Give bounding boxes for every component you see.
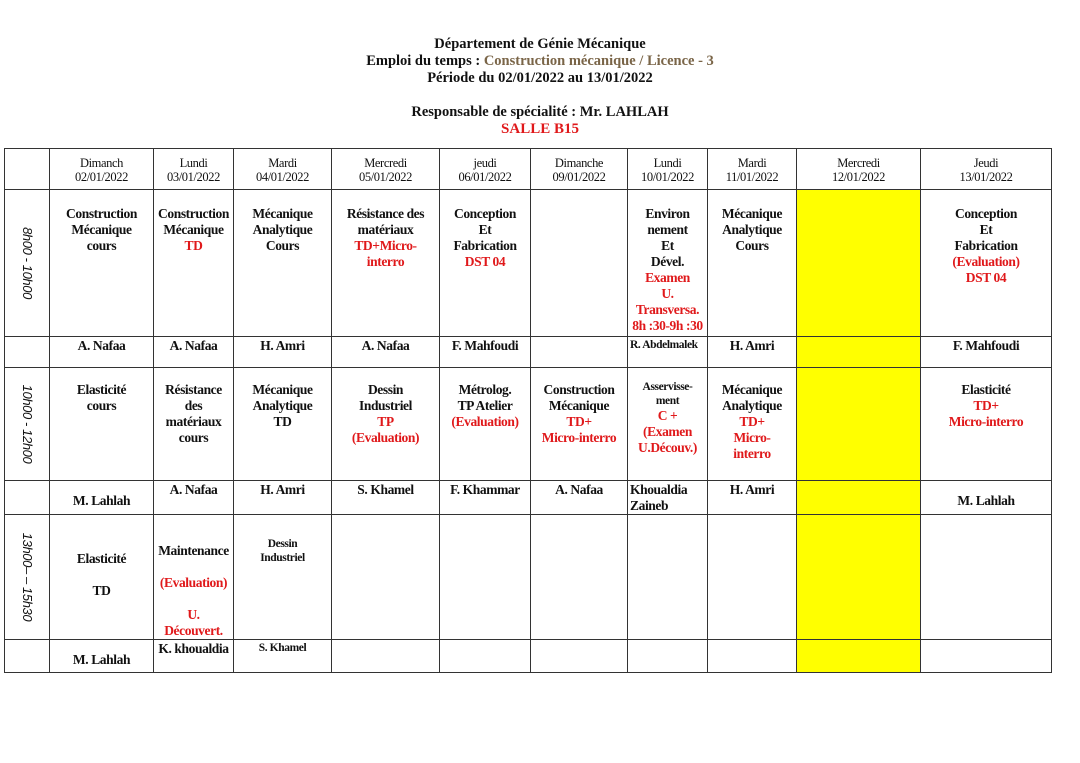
course-cell: [50, 515, 154, 640]
course-line: cours: [178, 430, 209, 445]
course-cell: [531, 515, 628, 640]
course-line: Résistance: [165, 382, 222, 397]
course-cell: [332, 190, 440, 337]
teacher-name: H. Amri: [260, 482, 305, 497]
day-date: 13/01/2022: [959, 170, 1013, 184]
course-note: Micro-interro: [541, 430, 617, 445]
course-content: [234, 515, 331, 565]
course-line: Dessin: [267, 538, 298, 550]
course-note: TD: [184, 238, 203, 253]
department-title: Département de Génie Mécanique: [434, 36, 646, 52]
room-label: SALLE B15: [501, 121, 579, 137]
teacher-cell: [921, 640, 1052, 673]
day-name: Mardi: [737, 156, 767, 170]
course-line: Mécanique: [721, 382, 783, 397]
course-content: [531, 368, 627, 446]
schedule-label: Emploi du temps :: [366, 53, 484, 69]
course-content: [628, 515, 707, 543]
course-cell: [234, 190, 332, 337]
teacher-name: F. Mahfoudi: [451, 338, 519, 353]
course-content: [628, 190, 707, 334]
teacher-name: R. Abdelmalek: [630, 339, 698, 351]
teacher-name: [797, 640, 920, 641]
day-header: [440, 149, 531, 190]
teacher-cell: [921, 481, 1052, 515]
course-note: Micro-interro: [948, 414, 1024, 429]
course-line: Fabrication: [453, 238, 517, 253]
day-date: 11/01/2022: [725, 170, 779, 184]
course-note: U.: [661, 286, 674, 301]
course-note: Micro-: [733, 430, 771, 445]
course-note: TP: [377, 414, 394, 429]
teacher-name: M. Lahlah: [72, 493, 131, 508]
teacher-name: M. Lahlah: [72, 652, 131, 667]
course-line: Construction: [158, 206, 229, 221]
teacher-cell: [234, 640, 332, 673]
teacher-name: [797, 337, 920, 338]
day-name: Mercredi: [364, 156, 407, 170]
teacher-cell: [708, 481, 797, 515]
teacher-cell: [797, 640, 921, 673]
teacher-name: H. Amri: [260, 338, 305, 353]
course-line: Et: [661, 238, 674, 253]
course-note: TD+: [739, 414, 765, 429]
course-note: interro: [366, 254, 405, 269]
course-content: [154, 190, 233, 254]
course-cell: [708, 368, 797, 481]
teacher-cell: [154, 640, 234, 673]
course-line: Construction: [543, 382, 615, 397]
course-line: Mécanique: [548, 398, 610, 413]
course-note: Transversa.: [635, 302, 700, 317]
course-note: C +: [657, 408, 678, 423]
course-line: Conception: [453, 206, 516, 221]
course-content: [708, 368, 796, 462]
day-header: [628, 149, 708, 190]
teacher-name: [440, 640, 530, 641]
teacher-cell: [531, 640, 628, 673]
day-date: 02/01/2022: [75, 170, 128, 184]
course-cell: [921, 368, 1052, 481]
course-line: des: [184, 398, 203, 413]
course-content: [332, 515, 439, 543]
day-name: Mercredi: [837, 156, 880, 170]
course-cell: [708, 515, 797, 640]
course-note: interro: [733, 446, 771, 461]
teacher-name: K. khoualdia: [158, 641, 229, 656]
course-content: [921, 190, 1051, 286]
teacher-cell: [628, 481, 708, 515]
course-line: matériaux: [165, 414, 222, 429]
course-cell: [797, 515, 921, 640]
course-content: [628, 368, 707, 456]
day-header: [531, 149, 628, 190]
course-cell: [797, 190, 921, 337]
teacher-name: [797, 481, 920, 482]
course-row: [5, 190, 1052, 337]
course-cell: [921, 190, 1052, 337]
course-line: TP Atelier: [457, 398, 513, 413]
course-line: Et: [478, 222, 492, 237]
day-name: Dimanch: [79, 156, 124, 170]
course-line: Métrolog.: [458, 382, 512, 397]
course-note: (Examen: [643, 424, 692, 439]
teacher-name: Khoualdia Zaineb: [630, 482, 688, 513]
day-name: jeudi: [473, 156, 497, 170]
timetable: [4, 148, 1052, 673]
time-slot: [5, 515, 50, 640]
course-line: Cours: [735, 238, 769, 253]
period: Période du 02/01/2022 au 13/01/2022: [427, 70, 653, 86]
course-note: DST 04: [965, 270, 1007, 285]
teacher-cell: [50, 481, 154, 515]
course-cell: [234, 368, 332, 481]
course-note: (Evaluation): [952, 254, 1020, 269]
day-date: 10/01/2022: [641, 170, 694, 184]
day-date: 04/01/2022: [256, 170, 309, 184]
teacher-name: H. Amri: [729, 338, 775, 353]
course-line: Fabrication: [954, 238, 1018, 253]
course-cell: [921, 515, 1052, 640]
teacher-name: A. Nafaa: [169, 338, 218, 353]
course-content: [50, 368, 153, 414]
day-name: Mardi: [268, 156, 297, 170]
course-line: Elasticité: [961, 382, 1011, 397]
course-line: Elasticité: [76, 382, 127, 397]
course-note: DST 04: [464, 254, 506, 269]
course-content: [154, 368, 233, 446]
teacher-cell: [332, 337, 440, 368]
document-header: [0, 36, 1080, 138]
teacher-name: [531, 337, 627, 338]
course-content: [50, 515, 153, 599]
course-line: Analytique: [252, 398, 313, 413]
corner-cell: [5, 149, 50, 190]
course-content: [50, 190, 153, 254]
course-content: [440, 515, 530, 543]
teacher-cell: [531, 481, 628, 515]
day-header: [154, 149, 234, 190]
course-cell: [332, 515, 440, 640]
day-date: 05/01/2022: [359, 170, 412, 184]
course-content: [708, 515, 796, 543]
teacher-cell: [628, 337, 708, 368]
course-line: Industriel: [358, 398, 412, 413]
course-line: Résistance des: [346, 206, 425, 221]
empty-cell: [5, 640, 50, 673]
time-label: 13h00– – 15h30: [20, 532, 35, 622]
course-line: Mécanique: [252, 206, 313, 221]
course-note: (Evaluation): [351, 430, 420, 445]
course-line: TD: [273, 414, 292, 429]
course-line: Dessin: [367, 382, 404, 397]
teacher-cell: [332, 481, 440, 515]
course-note: Découvert.: [164, 623, 223, 638]
course-line: ment: [655, 395, 680, 407]
course-content: [531, 515, 627, 543]
teacher-cell: [440, 481, 531, 515]
course-cell: [332, 368, 440, 481]
course-line: Et: [979, 222, 993, 237]
course-content: [708, 190, 796, 254]
course-cell: [531, 368, 628, 481]
course-cell: [628, 368, 708, 481]
course-line: Mécanique: [252, 382, 313, 397]
teacher-cell: [234, 337, 332, 368]
time-label: 10h00 - 12h00: [20, 384, 35, 464]
teacher-name: S. Khamel: [258, 642, 307, 654]
course-row: [5, 515, 1052, 640]
teacher-cell: [531, 337, 628, 368]
course-content: [154, 515, 233, 639]
teacher-cell: [154, 481, 234, 515]
course-note: TD+Micro-: [354, 238, 417, 253]
teacher-cell: [921, 337, 1052, 368]
teacher-name: A. Nafaa: [555, 482, 603, 497]
course-note: TD+: [566, 414, 592, 429]
day-header: [332, 149, 440, 190]
time-slot: [5, 190, 50, 337]
course-content: [797, 368, 920, 382]
time-label: 8h00 - 10h00: [20, 227, 35, 299]
day-name: Lundi: [653, 156, 682, 170]
course-cell: [234, 515, 332, 640]
course-content: [234, 190, 331, 254]
course-line: Analytique: [722, 222, 782, 237]
course-cell: [440, 368, 531, 481]
course-note: [154, 591, 233, 607]
responsible: Responsable de spécialité : Mr. LAHLAH: [411, 104, 669, 120]
teacher-name: A. Nafaa: [169, 482, 218, 497]
course-line: TD: [92, 583, 111, 598]
course-content: [921, 368, 1051, 430]
course-cell: [440, 190, 531, 337]
day-name: Dimanche: [554, 156, 604, 170]
teacher-name: [628, 640, 707, 641]
teacher-cell: [708, 337, 797, 368]
teacher-cell: [50, 640, 154, 673]
day-header: [50, 149, 154, 190]
course-line: Mécanique: [71, 222, 132, 237]
course-note: (Evaluation): [159, 575, 228, 590]
course-line: Elasticité: [76, 551, 127, 566]
teacher-name: M. Lahlah: [957, 493, 1015, 508]
course-content: [440, 368, 530, 430]
course-cell: [154, 368, 234, 481]
course-cell: [708, 190, 797, 337]
course-line: nement: [647, 222, 688, 237]
teacher-name: A. Nafaa: [77, 338, 126, 353]
day-header: [921, 149, 1052, 190]
course-line: Mécanique: [721, 206, 783, 221]
day-name: Jeudi: [973, 156, 999, 170]
teacher-row: [5, 481, 1052, 515]
course-line: Asservisse-: [642, 381, 693, 393]
empty-cell: [5, 481, 50, 515]
course-content: [797, 515, 920, 543]
teacher-name: [332, 640, 439, 641]
course-line: Analytique: [252, 222, 313, 237]
course-cell: [50, 368, 154, 481]
course-line: Construction: [66, 206, 137, 221]
course-line: Cours: [265, 238, 300, 253]
course-line: [154, 559, 233, 575]
teacher-name: [531, 640, 627, 641]
day-date: 09/01/2022: [552, 170, 606, 184]
teacher-cell: [628, 640, 708, 673]
course-content: [440, 190, 530, 270]
course-line: Environ: [645, 206, 690, 221]
day-header: [234, 149, 332, 190]
teacher-cell: [440, 640, 531, 673]
teacher-cell: [234, 481, 332, 515]
day-header: [797, 149, 921, 190]
course-note: Examen: [645, 270, 690, 285]
course-line: cours: [86, 238, 117, 253]
course-note: 8h :30-9h :30: [632, 318, 703, 333]
course-cell: [797, 368, 921, 481]
course-cell: [154, 190, 234, 337]
course-line: [50, 567, 153, 583]
day-date: 06/01/2022: [458, 170, 512, 184]
course-content: [531, 190, 627, 206]
teacher-name: [921, 640, 1051, 641]
teacher-name: F. Khammar: [450, 482, 520, 497]
course-cell: [628, 190, 708, 337]
schedule-program: Construction mécanique / Licence - 3: [483, 53, 714, 69]
course-cell: [628, 515, 708, 640]
course-row: [5, 368, 1052, 481]
course-line: matériaux: [357, 222, 414, 237]
course-cell: [440, 515, 531, 640]
teacher-cell: [708, 640, 797, 673]
course-note: TD+: [973, 398, 999, 413]
spacer: [0, 87, 1080, 104]
course-note: U.: [187, 607, 200, 622]
course-content: [921, 515, 1051, 543]
day-date: 12/01/2022: [832, 170, 885, 184]
course-line: Maintenance: [158, 543, 229, 558]
teacher-cell: [440, 337, 531, 368]
schedule-title: [0, 53, 1080, 70]
course-cell: [50, 190, 154, 337]
teacher-name: F. Mahfoudi: [952, 338, 1020, 353]
empty-cell: [5, 337, 50, 368]
teacher-cell: [50, 337, 154, 368]
course-line: Dével.: [650, 254, 685, 269]
course-cell: [531, 190, 628, 337]
course-content: [797, 190, 920, 206]
time-slot: [5, 368, 50, 481]
course-content: [234, 368, 331, 430]
teacher-name: A. Nafaa: [361, 338, 410, 353]
teacher-row: [5, 337, 1052, 368]
teacher-name: H. Amri: [729, 482, 775, 497]
course-content: [332, 368, 439, 446]
course-line: Industriel: [260, 552, 305, 564]
course-note: U.Découv.): [638, 440, 697, 455]
course-line: Analytique: [722, 398, 782, 413]
teacher-cell: [332, 640, 440, 673]
day-date: 03/01/2022: [167, 170, 220, 184]
course-content: [332, 190, 439, 270]
teacher-cell: [154, 337, 234, 368]
header-row: [5, 149, 1052, 190]
day-header: [708, 149, 797, 190]
teacher-name: [708, 640, 796, 641]
teacher-row: [5, 640, 1052, 673]
day-name: Lundi: [179, 156, 208, 170]
course-line: Mécanique: [163, 222, 224, 237]
course-note: (Evaluation): [451, 414, 519, 429]
teacher-name: S. Khamel: [357, 482, 414, 497]
course-cell: [154, 515, 234, 640]
course-line: Conception: [954, 206, 1017, 221]
course-line: cours: [86, 398, 117, 413]
teacher-cell: [797, 481, 921, 515]
teacher-cell: [797, 337, 921, 368]
